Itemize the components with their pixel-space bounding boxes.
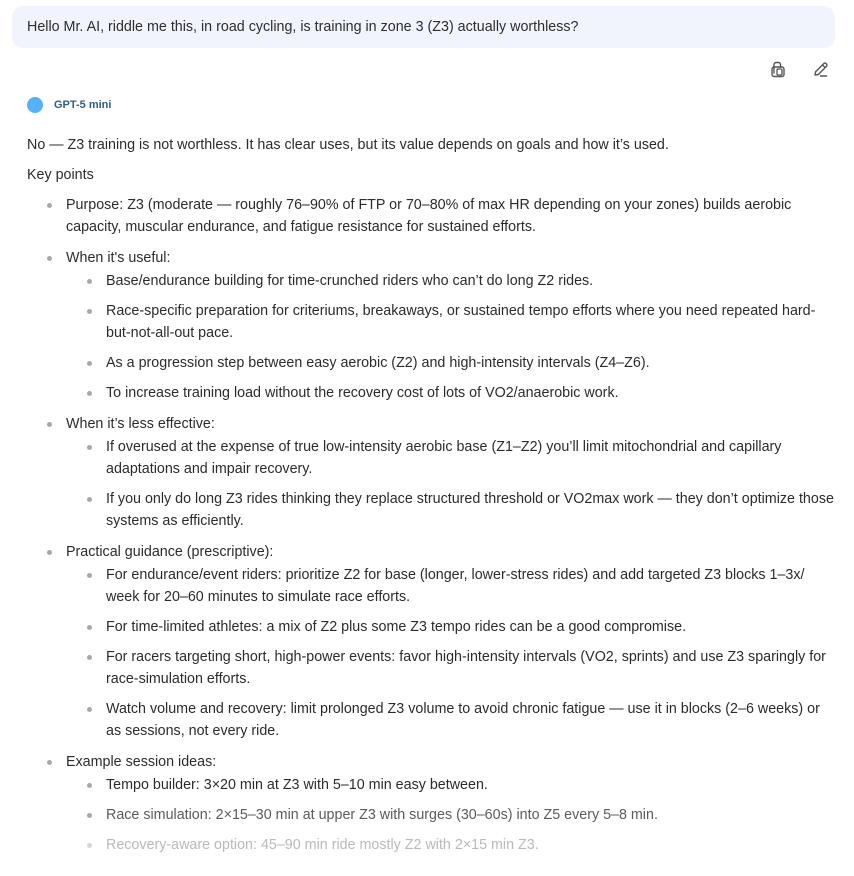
list-item [66,247,837,404]
message-actions [766,58,832,80]
sub-list [66,774,837,856]
sub-list-item: Race simulation: 2×15–30 min at upper Z3 with surges (30–60s) into Z5 every 5–8 min. [106,804,837,826]
answer-heading: Key points [27,167,94,183]
sub-list-item: For racers targeting short, high-power events: favor high-intensity intervals (VO2, sprints) and use Z3 sparingly for race-simulation efforts. [106,646,837,690]
model-label [27,97,111,113]
sub-list-item: Watch volume and recovery: limit prolonged Z3 volume to avoid chronic fatigue — use it in blocks (2–6 weeks) or as sessions, not every ride. [106,698,837,742]
list-item [66,413,837,532]
list-item-text: Example session ideas: [66,754,217,770]
list-item [66,541,837,742]
sub-list-item: For time-limited athletes: a mix of Z2 plus some Z3 tempo rides can be a good compromise. [106,616,837,638]
list-item [66,751,837,856]
sub-list-item: If you only do long Z3 rides thinking they replace structured threshold or VO2max work — they don’t optimize those systems as efficiently. [106,488,837,532]
list-item-text: When it’s less effective: [66,416,215,432]
sub-list-item: For endurance/event riders: prioritize Z2 for base (longer, lower-stress rides) and add targeted Z3 blocks 1–3x/ week for 20–60 minutes to simulate race efforts. [106,564,837,608]
answer-intro: No — Z3 training is not worthless. It has clear uses, but its value depends on goals and how it’s used. [27,137,669,153]
copy-button[interactable] [766,58,790,80]
sub-list-item: Tempo builder: 3×20 min at Z3 with 5–10 min easy between. [106,774,837,796]
sub-list [66,436,837,532]
pencil-icon [812,61,829,78]
sub-list [66,270,837,404]
sub-list [66,564,837,742]
sub-list-item: Recovery-aware option: 45–90 min ride mostly Z2 with 2×15 min Z3. [106,834,837,856]
copy-icon [770,61,786,78]
list-item-text: When it's useful: [66,250,171,266]
list-item-text: Purpose: Z3 (moderate — roughly 76–90% of FTP or 70–80% of max HR depending on your zones) builds aerobic capacity, muscular endurance, and fatigue resistance for sustained efforts. [66,197,792,235]
sub-list-item: As a progression step between easy aerobic (Z2) and high-intensity intervals (Z4–Z6). [106,352,837,374]
sub-list-item: To increase training load without the recovery cost of lots of VO2/anaerobic work. [106,382,837,404]
user-message-text: Hello Mr. AI, riddle me this, in road cycling, is training in zone 3 (Z3) actually worthless? [27,19,579,35]
list-item-text: Practical guidance (prescriptive): [66,544,274,560]
assistant-answer [27,134,837,865]
model-avatar-icon [27,97,43,113]
edit-button[interactable] [808,58,832,80]
sub-list-item: If overused at the expense of true low-intensity aerobic base (Z1–Z2) you’ll limit mitochondrial and capillary adaptations and impair recovery. [106,436,837,480]
key-points-list [27,194,837,856]
sub-list-item: Base/endurance building for time-crunched riders who can’t do long Z2 rides. [106,270,837,292]
sub-list-item: Race-specific preparation for criteriums, breakaways, or sustained tempo efforts where you need repeated hard-but-not-all-out pace. [106,300,837,344]
list-item [66,194,837,238]
model-name: GPT-5 mini [54,99,112,111]
user-message-bubble [12,6,835,48]
